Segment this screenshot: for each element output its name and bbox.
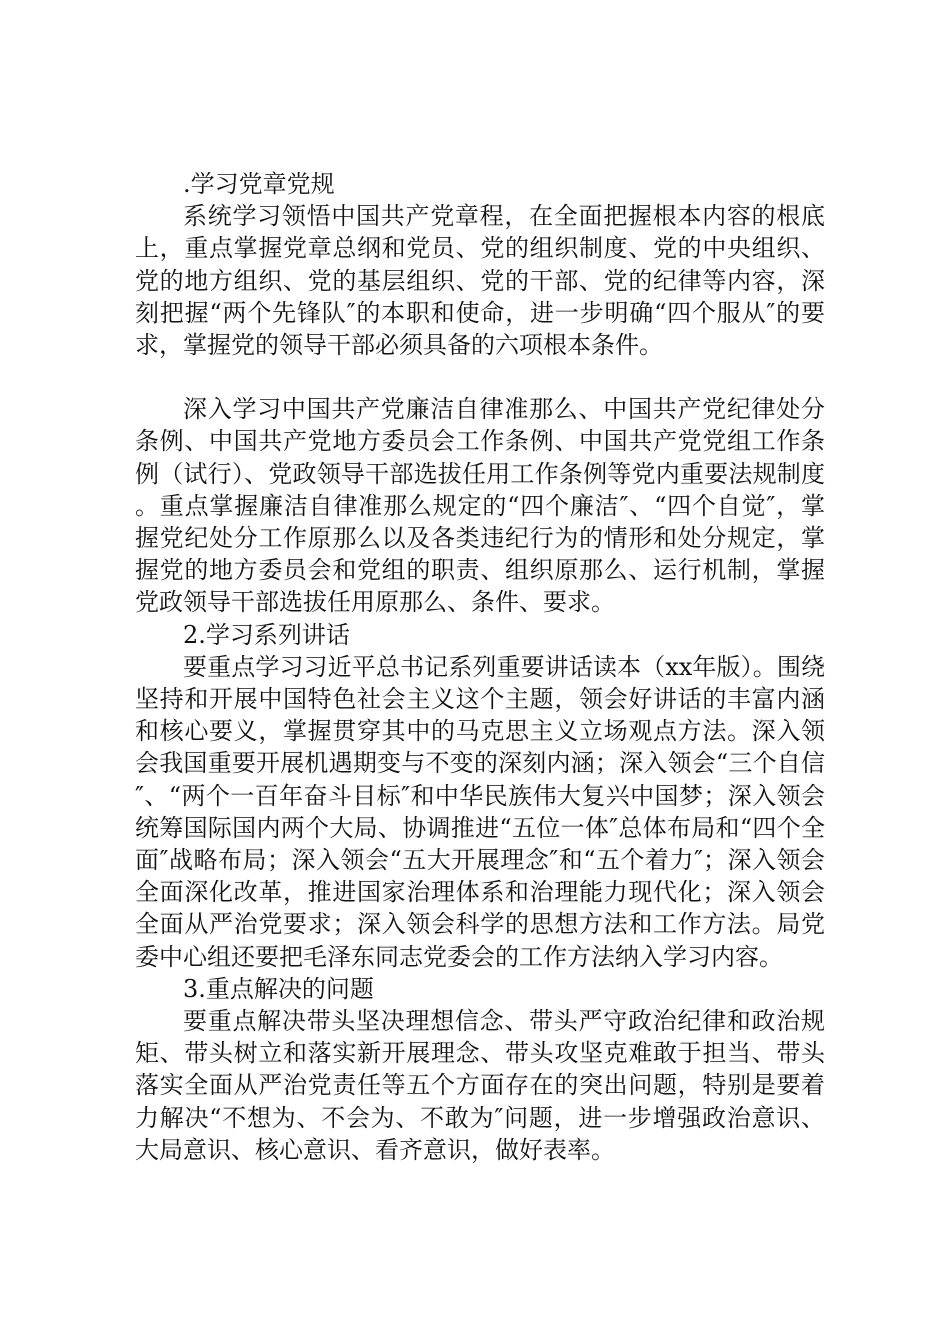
paragraph-spacer: [135, 361, 825, 393]
paragraph-speeches-study: 要重点学习习近平总书记系列重要讲话读本（xx年版）。围绕坚持和开展中国特色社会主义这个主题，领会好讲话的丰富内涵和核心要义，掌握贯穿其中的马克思主义立场观点方法。深入领会我国重要开展机遇期变与不变的深刻内涵；深入领会“三个自信″、“两个一百年奋斗目标″和中华民族伟大复兴中国梦；深入领会统筹国际国内两个大局、协调推进“五位一体″总体布局和“四个全面″战略布局；深入领会“五大开展理念″和“五个着力″；深入领会全面深化改革，推进国家治理体系和治理能力现代化；深入领会全面从严治党要求；深入领会科学的思想方法和工作方法。局党委中心组还要把毛泽东同志党委会的工作方法纳入学习内容。: [135, 652, 825, 971]
paragraph-constitution-study: 系统学习领悟中国共产党章程，在全面把握根本内容的根底上，重点掌握党章总纲和党员、党的组织制度、党的中央组织、党的地方组织、党的基层组织、党的干部、党的纪律等内容，深刻把握“两个先锋队″的本职和使命，进一步明确“四个服从″的要求，掌握党的领导干部必须具备的六项根本条件。: [135, 202, 825, 360]
section-heading-party-constitution: .学习党章党规: [183, 170, 335, 198]
paragraph-regulations-study: 深入学习中国共产党廉洁自律准那么、中国共产党纪律处分条例、中国共产党地方委员会工作条例、中国共产党党组工作条例（试行）、党政领导干部选拔任用工作条例等党内重要法规制度。重点掌握廉洁自律准那么规定的“四个廉洁″、“四个自觉″，掌握党纪处分工作原那么以及各类违纪行为的情形和处分规定，掌握党的地方委员会和党组的职责、组织原那么、运行机制，掌握党政领导干部选拔任用原那么、条件、要求。: [135, 395, 825, 617]
document-body: [135, 168, 825, 1166]
section-heading-key-problems: 3.重点解决的问题: [183, 974, 374, 1003]
section-heading-speeches: 2.学习系列讲话: [183, 620, 350, 649]
paragraph-key-problems: 要重点解决带头坚决理想信念、带头严守政治纪律和政治规矩、带头树立和落实新开展理念、带头攻坚克难敢于担当、带头落实全面从严治党责任等五个方面存在的突出问题，特别是要着力解决“不想为、不会为、不敢为″问题，进一步增强政治意识、大局意识、核心意识、看齐意识，做好表率。: [135, 1007, 825, 1164]
